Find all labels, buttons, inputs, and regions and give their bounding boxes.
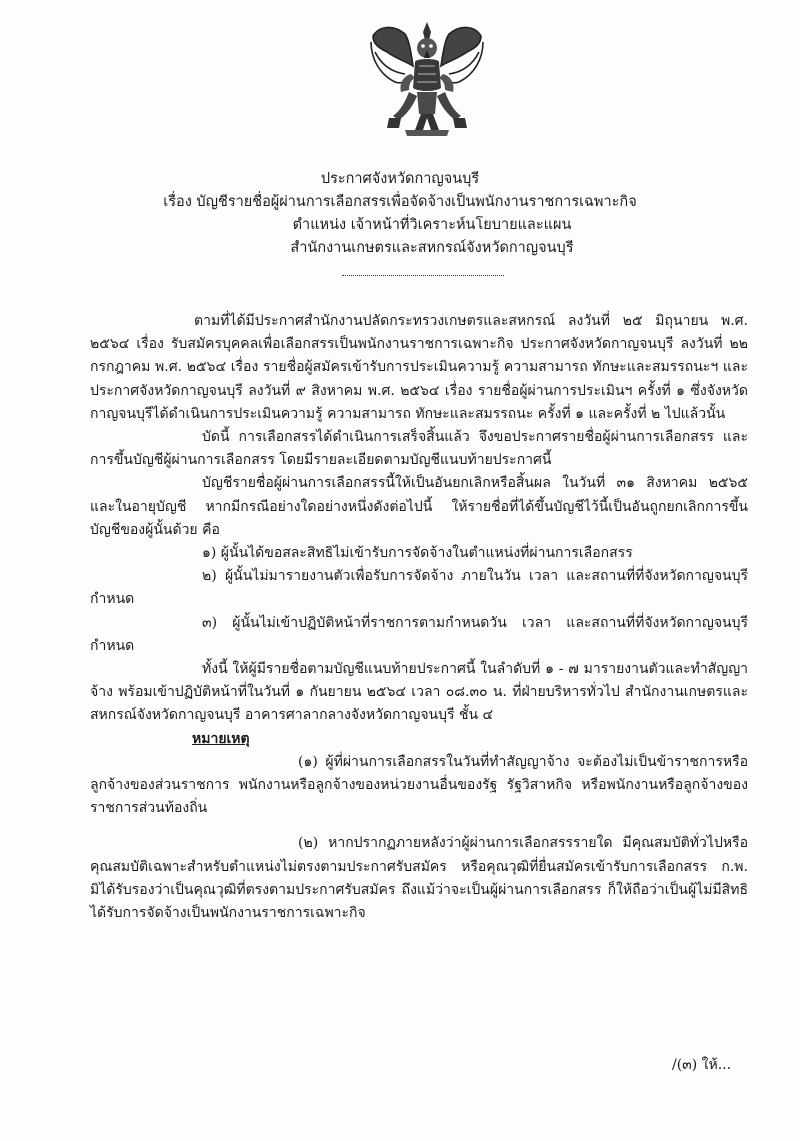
dotted-divider xyxy=(342,275,504,276)
condition-item-2: ๒) ผู้นั้นไม่มารายงานตัวเพื่อรับการจัดจ้าง ภายในวัน เวลา และสถานที่ที่จังหวัดกาญจนบุรีกำหนด xyxy=(90,568,748,608)
condition-item-1: ๑) ผู้นั้นได้ขอสละสิทธิไม่เข้ารับการจัดจ้างในตำแหน่งที่ผ่านการเลือกสรร xyxy=(202,545,633,562)
paragraph-list-validity: บัญชีรายชื่อผู้ผ่านการเลือกสรรนี้ให้เป็นอันยกเลิกหรือสิ้นผล ในวันที่ ๓๑ สิงหาคม ๒๕๖๕ และในอายุบัญชี หากมีกรณีอย่างใดอย่างหนึ่งดังต่อไปนี้ ให้รายชื่อที่ได้ขึ้นบัญชีไว้นี้เป็นอันถูกยกเลิกการขึ้นบัญชีของผู้นั้นด้วย คือ xyxy=(90,475,748,538)
page-continuation: /(๓) ให้... xyxy=(672,1057,732,1073)
paragraph-background: ตามที่ได้มีประกาศสำนักงานปลัดกระทรวงเกษตรและสหกรณ์ ลงวันที่ ๒๕ มิถุนายน พ.ศ. ๒๕๖๔ เรื่อง รับสมัครบุคคลเพื่อเลือกสรรเป็นพนักงานราชการเฉพาะกิจ ประกาศจังหวัดกาญจนบุรี ลงวันที่ ๒๒ กรกฎาคม พ.ศ. ๒๕๖๔ เรื่อง รายชื่อผู้สมัครเข้ารับการประเมินความรู้ ความสามารถ ทักษะและสมรรถนะฯ และประกาศจังหวัดกาญจนบุรี ลงวันที่ ๙ สิงหาคม พ.ศ. ๒๕๖๔ เรื่อง รายชื่อผู้ผ่านการประเมินฯ ครั้งที่ ๑ ซึ่งจังหวัดกาญจนบุรีได้ดำเนินการประเมินความรู้ ความสามารถ ทักษะและสมรรถนะ ครั้งที่ ๑ และครั้งที่ ๒ ไปแล้วนั้น xyxy=(90,313,748,422)
paragraph-report-duty: ทั้งนี้ ให้ผู้มีรายชื่อตามบัญชีแนบท้ายประกาศนี้ ในลำดับที่ ๑ - ๗ มารายงานตัวและทำสัญญาจ้าง พร้อมเข้าปฏิบัติหน้าที่ในวันที่ ๑ กันยายน ๒๕๖๔ เวลา ๐๘.๓๐ น. ที่ฝ่ายบริหารทั่วไป สำนักงานเกษตรและสหกรณ์จังหวัดกาญจนบุรี อาคารศาลากลางจังหวัดกาญจนบุรี ชั้น ๔ xyxy=(90,661,749,724)
announcement-header xyxy=(0,168,800,260)
condition-item-3: ๓) ผู้นั้นไม่เข้าปฏิบัติหน้าที่ราชการตามกำหนดวัน เวลา และสถานที่ที่จังหวัดกาญจนบุรีกำหนด xyxy=(90,614,748,654)
note-item-1: (๑) ผู้ที่ผ่านการเลือกสรรในวันที่ทำสัญญาจ้าง จะต้องไม่เป็นข้าราชการหรือลูกจ้างของส่วนราชการ พนักงานหรือลูกจ้างของหน่วยงานอื่นของรัฐ รัฐวิสาหกิจ หรือพนักงานหรือลูกจ้างของราชการส่วนท้องถิ่น xyxy=(90,753,748,817)
garuda-emblem-icon xyxy=(365,18,489,140)
spacer xyxy=(90,820,748,832)
paragraph-result: บัดนี้ การเลือกสรรได้ดำเนินการเสร็จสิ้นแล้ว จึงขอประกาศรายชื่อผู้ผ่านการเลือกสรร และการขึ้นบัญชีผู้ผ่านการเลือกสรร โดยมีรายละเอียดตามบัญชีแนบท้ายประกาศนี้ xyxy=(90,429,748,469)
announcement-body xyxy=(90,310,748,925)
note-item-2: (๒) หากปรากฏภายหลังว่าผู้ผ่านการเลือกสรรรายใด มีคุณสมบัติทั่วไปหรือคุณสมบัติเฉพาะสำหรับตำแหน่งไม่ตรงตามประกาศรับสมัคร หรือคุณวุฒิที่ยื่นสมัครเข้ารับการเลือกสรร ก.พ. มิได้รับรองว่าเป็นคุณวุฒิที่ตรงตามประกาศรับสมัคร ถึงแม้ว่าจะเป็นผู้ผ่านการเลือกสรร ก็ให้ถือว่าเป็นผู้ไม่มีสิทธิได้รับการจัดจ้างเป็นพนักงานราชการเฉพาะกิจ xyxy=(90,835,748,922)
note-heading: หมายเหตุ xyxy=(192,730,250,747)
announcement-issuer: ประกาศจังหวัดกาญจนบุรี xyxy=(320,171,480,187)
announcement-office: สำนักงานเกษตรและสหกรณ์จังหวัดกาญจนบุรี xyxy=(290,240,574,256)
announcement-subject: เรื่อง บัญชีรายชื่อผู้ผ่านการเลือกสรรเพื่อจัดจ้างเป็นพนักงานราชการเฉพาะกิจ xyxy=(163,194,637,210)
announcement-position: ตำแหน่ง เจ้าหน้าที่วิเคราะห์นโยบายและแผน xyxy=(292,217,572,233)
